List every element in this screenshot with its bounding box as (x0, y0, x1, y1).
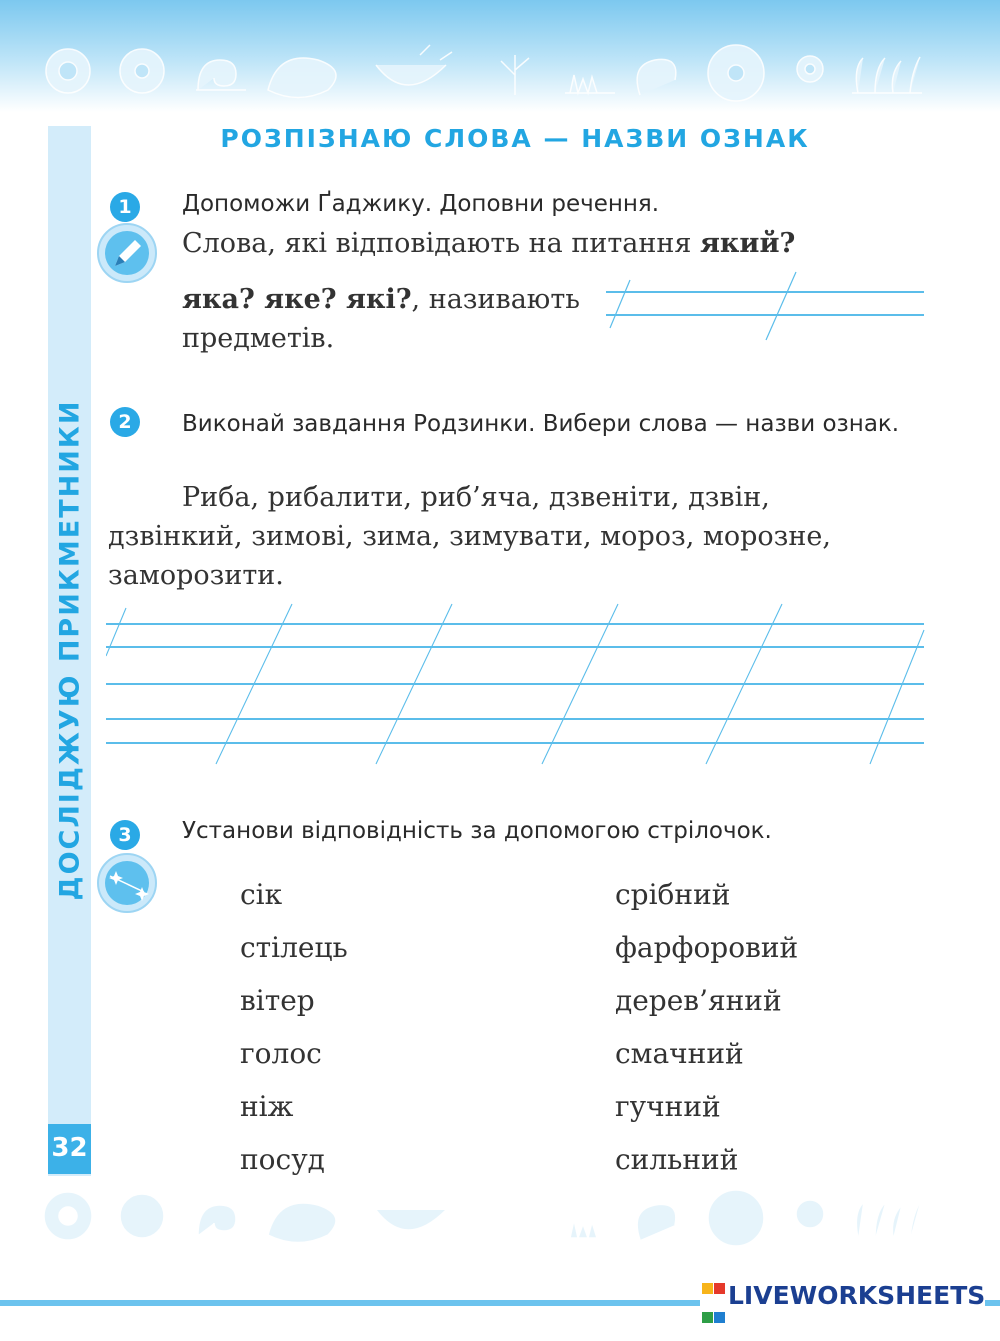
right-word-5[interactable]: гучний (615, 1090, 721, 1123)
bottom-ornament-row (0, 1180, 1000, 1250)
task-1-instruction: Допоможи Ґаджику. Доповни речення. (182, 191, 660, 217)
pen-icon (96, 222, 158, 284)
page-number: 32 (48, 1124, 91, 1174)
right-word-3[interactable]: дерев’яний (615, 984, 782, 1017)
writing-lines-task-2[interactable] (106, 600, 926, 770)
task-2-words-line-2: дзвінкий, зимові, зима, зимувати, мороз, морозне, (108, 521, 831, 552)
brand-name: LIVEWORKSHEETS (728, 1280, 986, 1310)
task-1-line-2-text: , називають (411, 284, 580, 315)
task-1-line-2 (182, 284, 580, 315)
right-word-2[interactable]: фарфоровий (615, 931, 799, 964)
task-3-instruction: Установи відповідність за допомогою стрілочок. (182, 818, 772, 844)
task-2-words-line-1: Риба, рибалити, риб’яча, дзвеніти, дзвін, (182, 482, 770, 513)
chapter-title: ДОСЛІДЖУЮ ПРИКМЕТНИКИ (54, 399, 86, 901)
task-3-number: 3 (110, 820, 140, 850)
brand-logo-icon (702, 1283, 726, 1307)
right-word-1[interactable]: срібний (615, 878, 731, 911)
task-1-line-1 (182, 228, 795, 259)
ornament-icons-bottom (0, 1180, 1000, 1250)
section-title: РОЗПІЗНАЮ СЛОВА — НАЗВИ ОЗНАК (220, 124, 810, 153)
ornament-icons (0, 35, 1000, 105)
task-1-number: 1 (110, 192, 140, 222)
task-2-instruction: Виконай завдання Родзинки. Вибери слова — назви ознак. (182, 411, 900, 437)
left-word-2[interactable]: стілець (240, 931, 348, 964)
left-word-5[interactable]: ніж (240, 1090, 294, 1123)
question-yakyi: який? (699, 228, 796, 259)
task-2-words-line-3: заморозити. (108, 560, 284, 591)
right-word-4[interactable]: смачний (615, 1037, 744, 1070)
left-word-6[interactable]: посуд (240, 1143, 325, 1176)
right-word-6[interactable]: сильний (615, 1143, 739, 1176)
answer-line-task-1[interactable] (606, 268, 926, 348)
task-1-line-1-text: Слова, які відповідають на питання (182, 228, 700, 259)
top-ornament-row (0, 35, 1000, 105)
task-2-number: 2 (110, 407, 140, 437)
task-1-line-3: предметів. (182, 323, 335, 354)
sparkle-icon (96, 852, 158, 914)
question-yaka-yake-yaki: яка? яке? які? (182, 284, 412, 315)
left-word-1[interactable]: сік (240, 878, 283, 911)
left-word-4[interactable]: голос (240, 1037, 322, 1070)
left-word-3[interactable]: вітер (240, 984, 315, 1017)
liveworksheets-logo[interactable] (700, 1281, 985, 1309)
